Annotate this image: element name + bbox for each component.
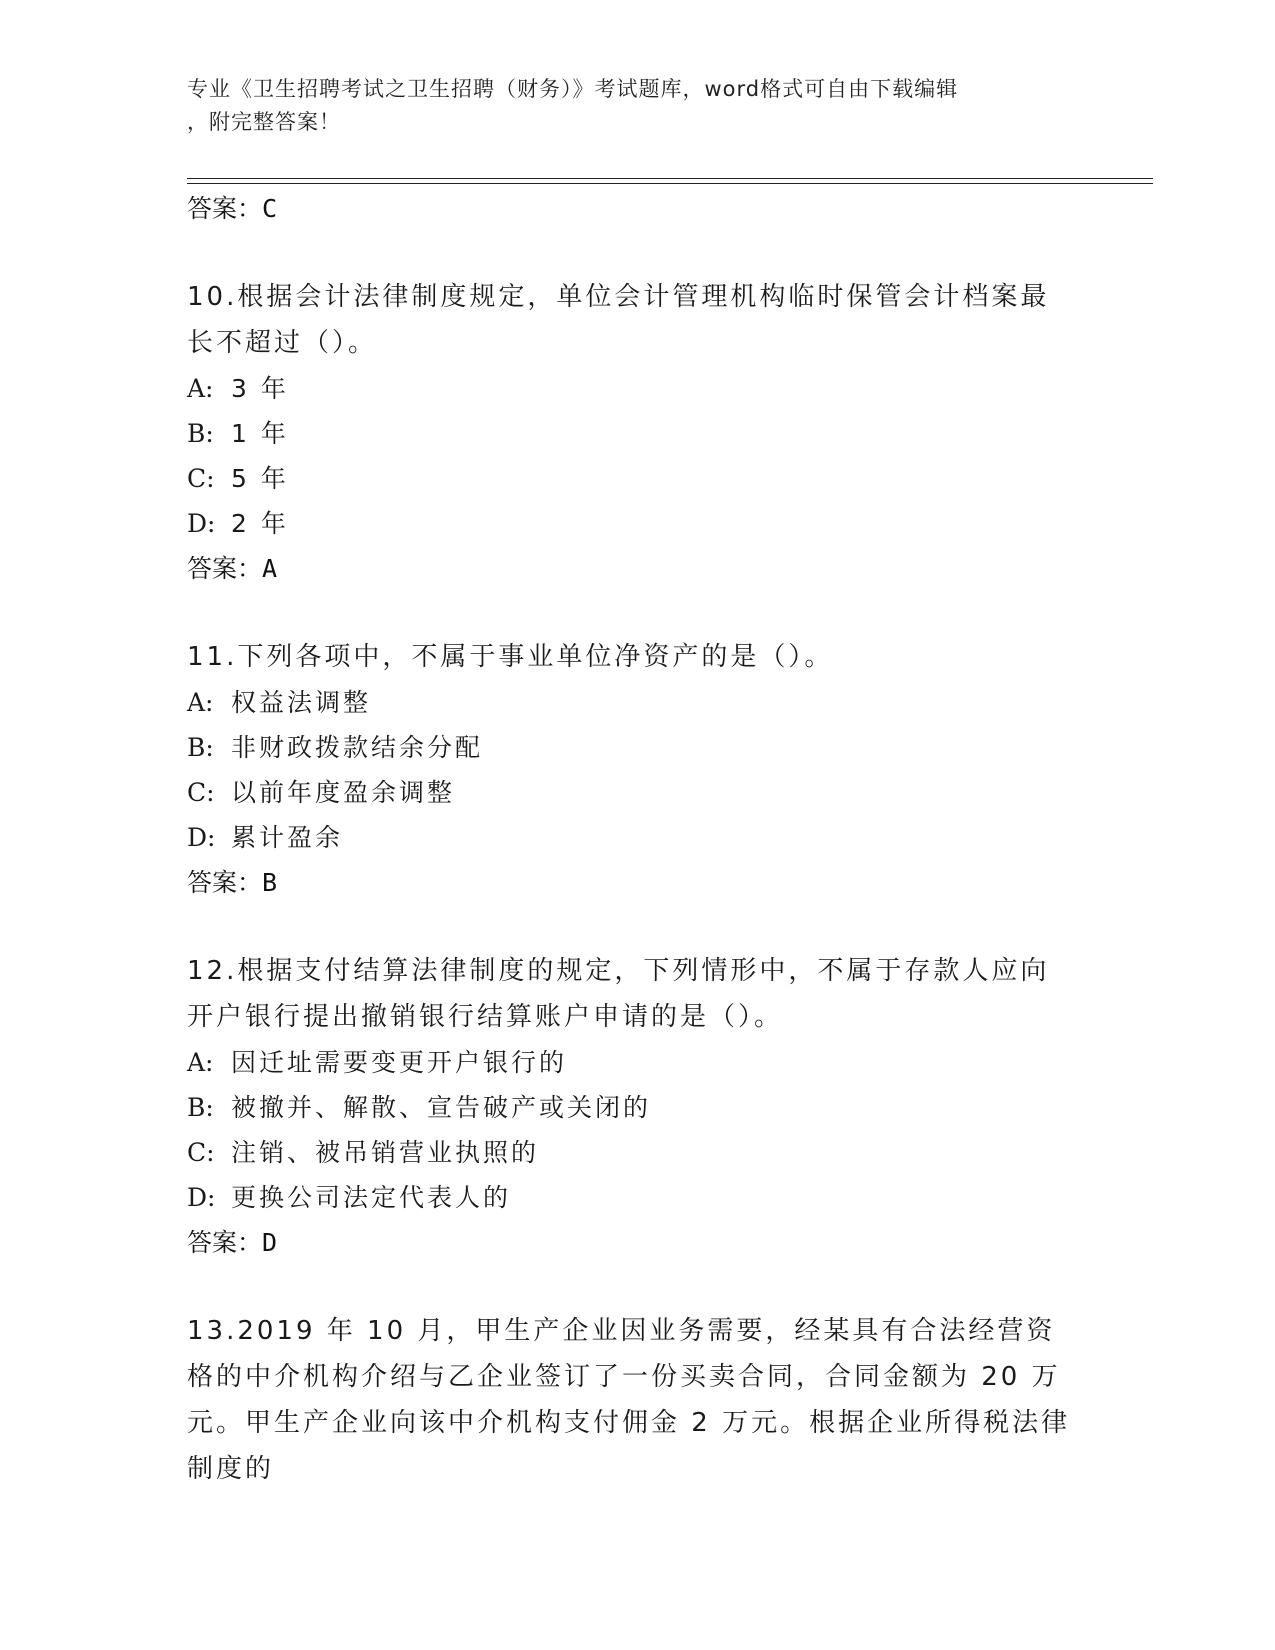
header-line-2: ，附完整答案！ — [187, 110, 341, 134]
question-stem: 12.根据支付结算法律制度的规定，下列情形中，不属于存款人应向开户银行提出撤销银行结算账户申请的是（）。 — [187, 956, 1050, 1032]
answer-label: 答案： — [187, 554, 263, 583]
header-rule-bottom — [187, 183, 1153, 184]
question-stem: 11.下列各项中，不属于事业单位净资产的是（）。 — [187, 642, 834, 672]
option-d — [187, 1175, 1077, 1220]
option-text: 以前年度盈余调整 — [231, 778, 456, 807]
answer-value: A — [262, 554, 278, 583]
answer-line — [187, 860, 1077, 906]
option-text: 被撤并、解散、宣告破产或关闭的 — [231, 1093, 652, 1122]
option-b — [187, 411, 1077, 456]
question-11 — [187, 634, 1077, 906]
option-text: 1 年 — [231, 419, 289, 448]
answer-label: 答案： — [187, 1228, 263, 1257]
option-text: 5 年 — [231, 464, 289, 493]
answer-line — [187, 546, 1077, 592]
option-text: 3 年 — [231, 374, 289, 403]
answer-label: 答案： — [187, 868, 263, 897]
option-text: 权益法调整 — [231, 688, 372, 717]
option-key: B: — [187, 419, 214, 448]
option-b — [187, 725, 1077, 770]
answer-line — [187, 186, 1077, 232]
option-key: D: — [187, 509, 216, 538]
question-stem: 10.根据会计法律制度规定，单位会计管理机构临时保管会计档案最长不超过（）。 — [187, 282, 1050, 358]
header-rule-top — [187, 178, 1153, 179]
option-key: C: — [187, 1138, 215, 1167]
option-c — [187, 1130, 1077, 1175]
option-a — [187, 1040, 1077, 1085]
answer-value: D — [262, 1228, 278, 1257]
option-text: 累计盈余 — [231, 823, 344, 852]
header-line-1: 专业《卫生招聘考试之卫生招聘（财务）》考试题库，word格式可自由下载编辑 — [187, 77, 959, 101]
option-key: A: — [187, 688, 214, 717]
question-list — [187, 186, 1077, 1492]
option-a — [187, 366, 1077, 411]
option-text: 注销、被吊销营业执照的 — [231, 1138, 540, 1167]
answer-value: C — [262, 194, 278, 223]
option-d — [187, 501, 1077, 546]
option-text: 2 年 — [231, 509, 289, 538]
option-key: D: — [187, 1183, 216, 1212]
option-key: B: — [187, 733, 214, 762]
option-key: A: — [187, 1048, 214, 1077]
option-key: B: — [187, 1093, 214, 1122]
option-c — [187, 770, 1077, 815]
document-header — [187, 73, 1087, 139]
option-d — [187, 815, 1077, 860]
option-key: D: — [187, 823, 216, 852]
answer-label: 答案： — [187, 194, 263, 223]
option-a — [187, 680, 1077, 725]
answer-value: B — [262, 868, 278, 897]
question-stem: 13.2019 年 10 月，甲生产企业因业务需要，经某具有合法经营资格的中介机构介绍与乙企业签订了一份买卖合同，合同金额为 20 万元。甲生产企业向该中介机构支付佣金 2 万元。根据企业所得税法律制度的 — [187, 1316, 1071, 1484]
question-12 — [187, 948, 1077, 1266]
question-13 — [187, 1308, 1077, 1492]
option-text: 更换公司法定代表人的 — [231, 1183, 512, 1212]
option-text: 因迁址需要变更开户银行的 — [231, 1048, 568, 1077]
answer-line — [187, 1220, 1077, 1266]
option-key: C: — [187, 778, 215, 807]
option-text: 非财政拨款结余分配 — [231, 733, 484, 762]
option-c — [187, 456, 1077, 501]
question-10 — [187, 274, 1077, 592]
option-b — [187, 1085, 1077, 1130]
option-key: C: — [187, 464, 215, 493]
option-key: A: — [187, 374, 214, 403]
